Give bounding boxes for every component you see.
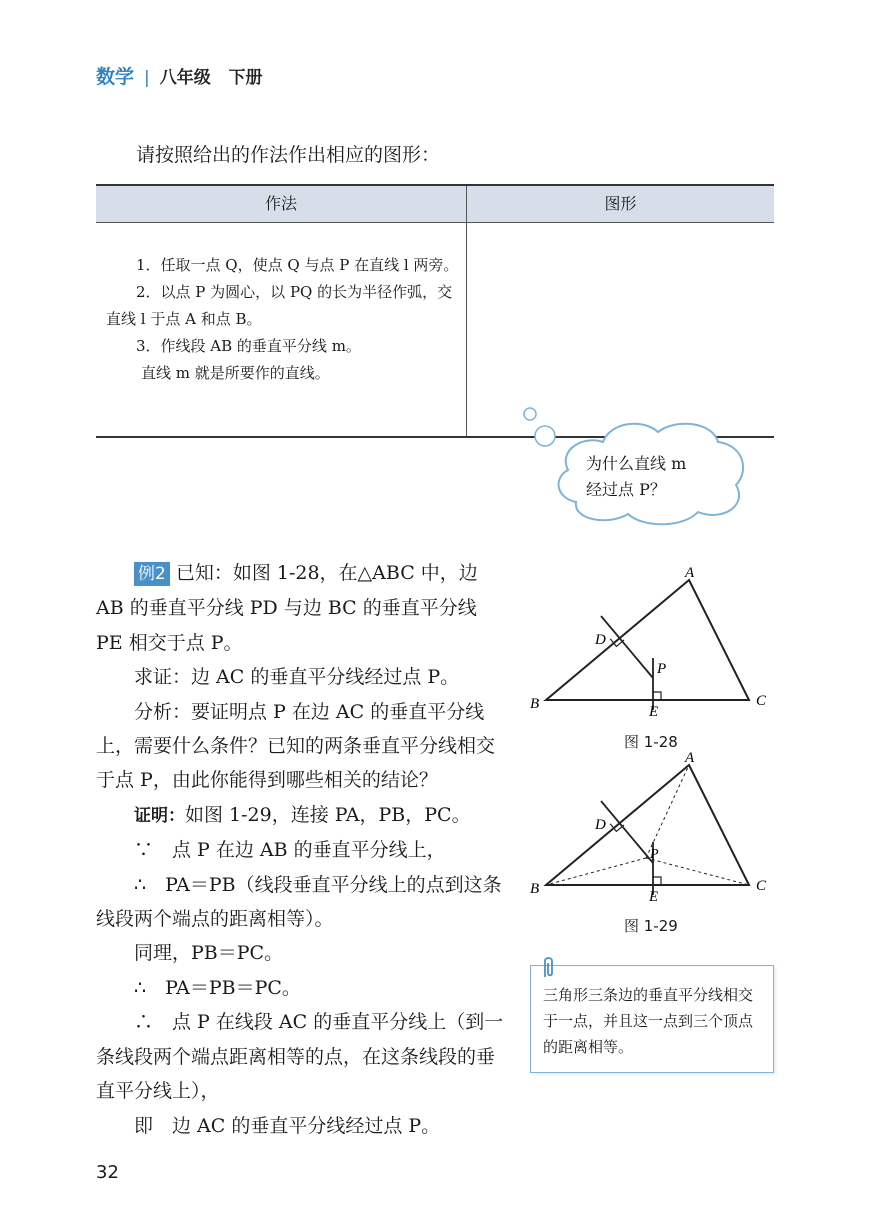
label-a: A (685, 750, 695, 766)
right-angle-e (653, 692, 661, 700)
proof-start (96, 798, 508, 833)
proof-similarly: 同理，PB＝PC。 (134, 942, 284, 965)
triangle-abc (546, 580, 749, 700)
triangle-abc (546, 765, 749, 885)
figure-1-29-caption: 图 1-29 (624, 917, 678, 935)
proof-because-1: ∵ 点 P 在边 AB 的垂直平分线上， (134, 839, 446, 862)
table-header-figure: 图形 (604, 194, 637, 213)
header-volume: 下册 (228, 68, 263, 88)
label-e: E (649, 889, 659, 905)
label-a: A (685, 565, 695, 581)
label-d: D (595, 817, 606, 833)
figure-1-28 (520, 560, 780, 720)
intro-text: 请按照给出的作法作出相应的图形： (136, 144, 441, 166)
figure-1-28-caption: 图 1-28 (624, 733, 678, 751)
proof-label: 证明： (134, 805, 185, 826)
label-b: B (530, 881, 540, 897)
paperclip-icon (540, 955, 558, 981)
proof-therefore-1: ∴ PA＝PB（线段垂直平分线上的点到这条线段两个端点的距离相等）。 (96, 873, 502, 931)
thought-bubble-text (586, 451, 686, 503)
label-p: P (650, 847, 659, 862)
figure-1-29 (520, 750, 780, 910)
label-p: P (657, 661, 667, 677)
proof-conclusion: 即 边 AC 的垂直平分线经过点 P。 (134, 1114, 441, 1137)
example-given (96, 556, 508, 660)
label-c: C (756, 693, 767, 709)
bubble-line-1: 为什么直线 m (586, 454, 687, 473)
proof-therefore-3: ∴ 点 P 在线段 AC 的垂直平分线上（到一条线段两个端点距离相等的点，在这条线段的垂直平分线上）， (96, 1011, 504, 1103)
step-1: 1．任取一点 Q，使点 Q 与点 P 在直线 l 两旁。 (136, 256, 459, 274)
given-text: 已知：如图 1-28，在△ABC 中，边 AB 的垂直平分线 PD 与边 BC 的垂直平分线 PE 相交于点 P。 (96, 562, 478, 654)
example-tag: 例2 (134, 562, 170, 586)
label-b: B (530, 696, 540, 712)
table-column-divider (466, 186, 467, 436)
label-e: E (649, 704, 659, 720)
header-grade: 八年级 (159, 68, 211, 88)
step-conclusion: 直线 m 就是所要作的直线。 (141, 364, 330, 382)
label-d: D (595, 632, 606, 648)
proof-therefore-2: ∴ PA＝PB＝PC。 (134, 976, 301, 999)
proof-first: 如图 1-29，连接 PA，PB，PC。 (185, 803, 471, 826)
running-header (96, 62, 263, 89)
header-separator: | (144, 68, 150, 88)
construction-steps (106, 252, 460, 387)
note-text: 三角形三条边的垂直平分线相交于一点，并且这一点到三个顶点的距离相等。 (543, 986, 754, 1056)
example-body (96, 556, 508, 1143)
step-2: 2．以点 P 为圆心，以 PQ 的长为半径作弧，交直线 l 于点 A 和点 B。 (106, 283, 453, 328)
header-subject: 数学 (96, 66, 135, 88)
page-number: 32 (96, 1162, 119, 1183)
label-c: C (756, 878, 767, 894)
step-3: 3．作线段 AB 的垂直平分线 m。 (136, 337, 361, 355)
bubble-line-2: 经过点 P？ (586, 480, 666, 499)
example-prove: 求证：边 AC 的垂直平分线经过点 P。 (134, 666, 460, 689)
example-analysis: 分析：要证明点 P 在边 AC 的垂直平分线上，需要什么条件？已知的两条垂直平分线相交于点 P，由此你能得到哪些相关的结论？ (96, 700, 496, 792)
right-angle-e (653, 877, 661, 885)
table-header-method: 作法 (264, 194, 297, 213)
